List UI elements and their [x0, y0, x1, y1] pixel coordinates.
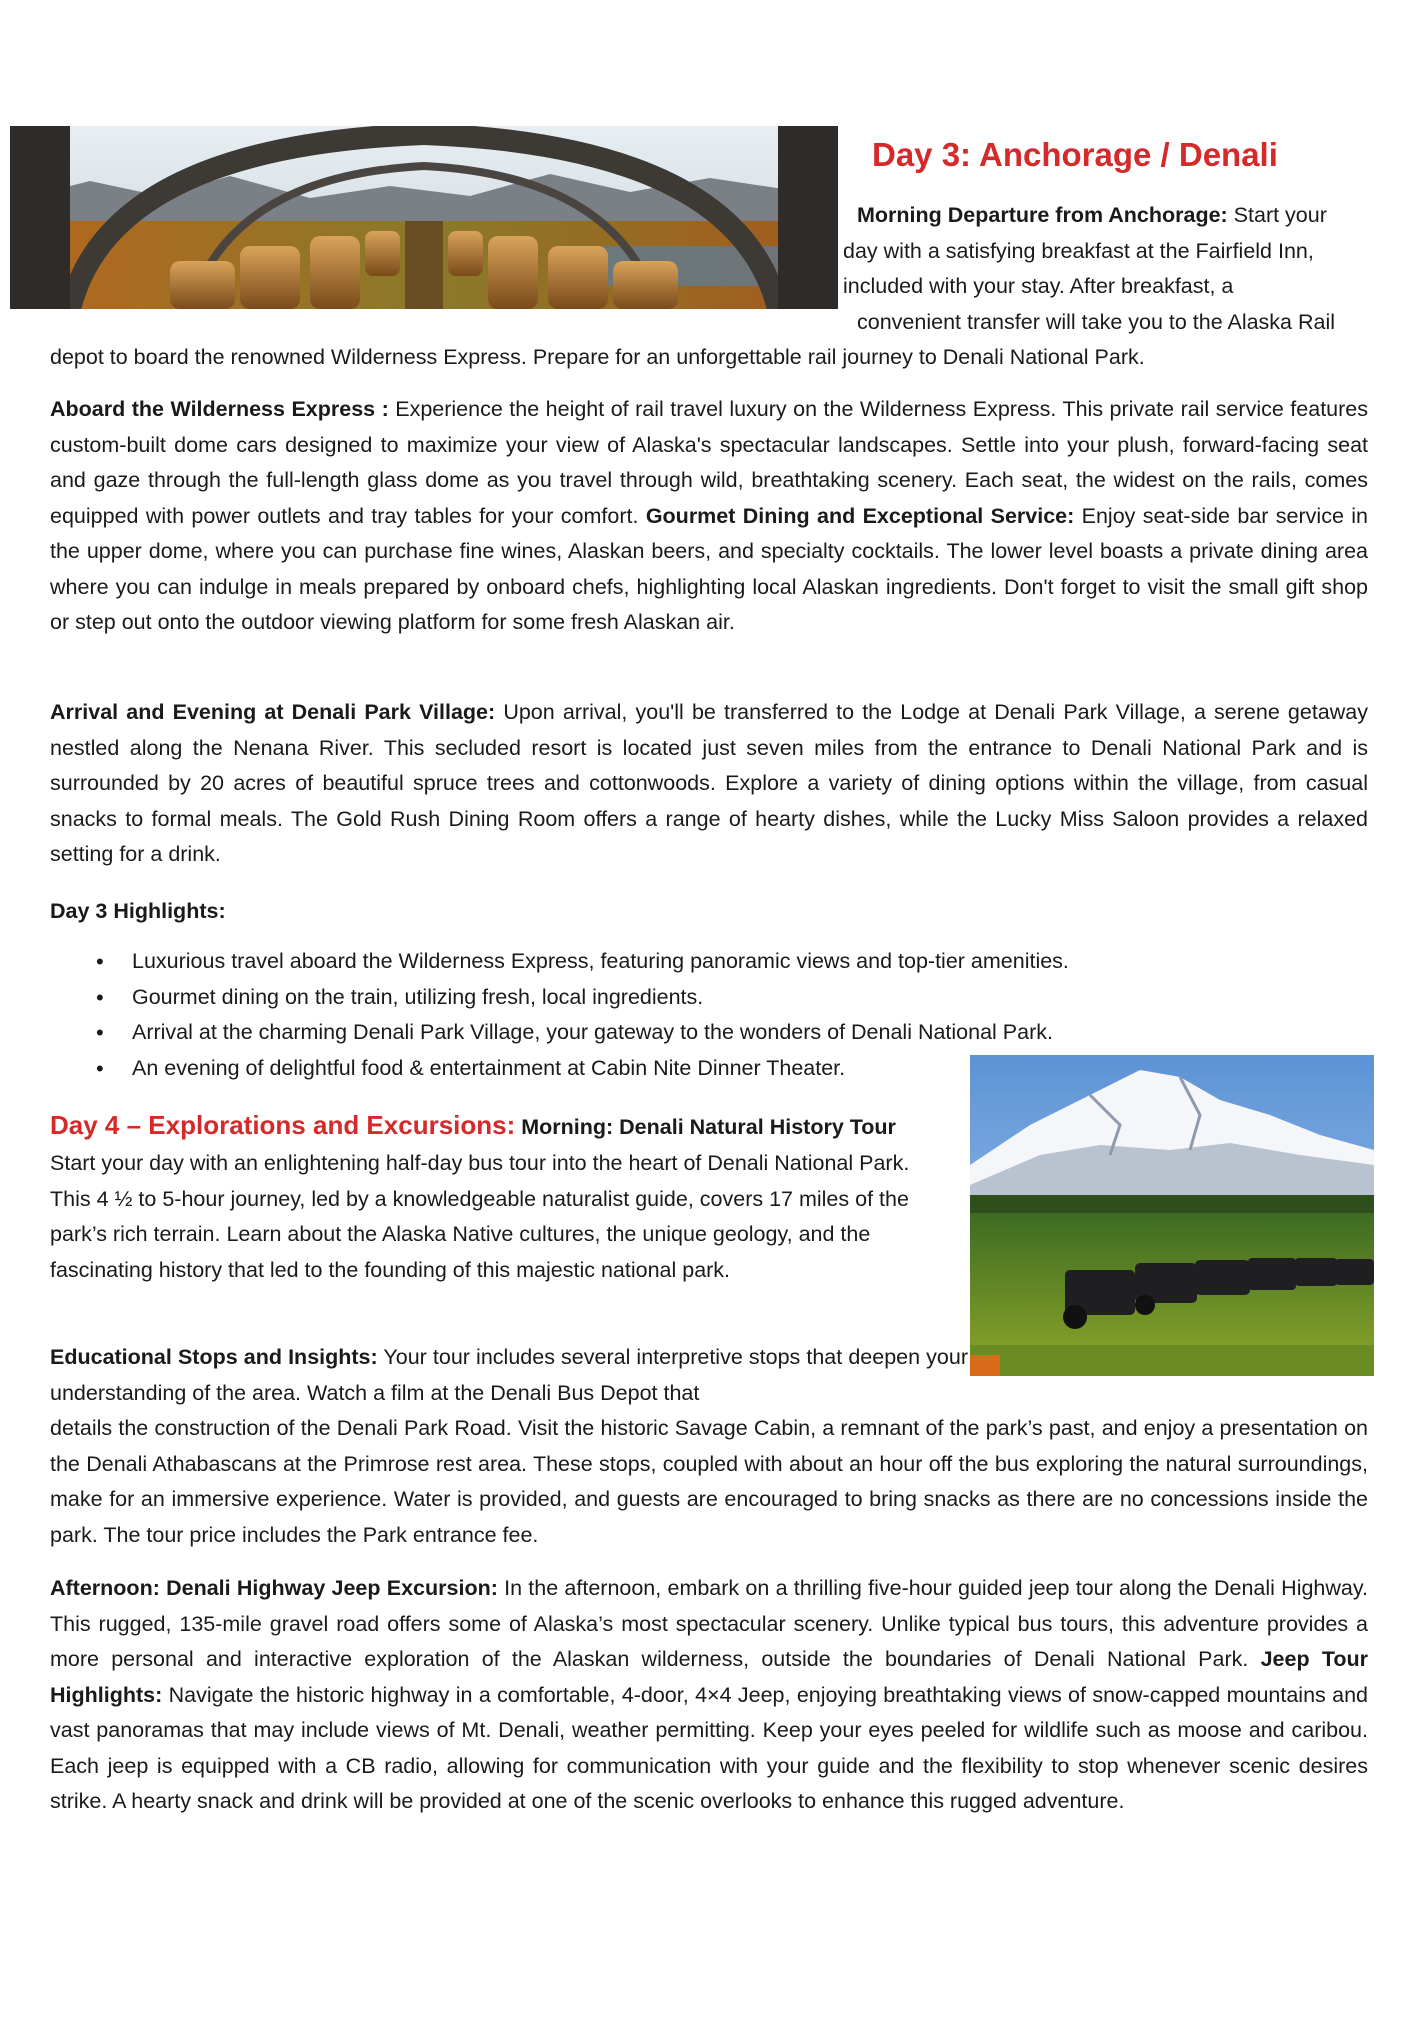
morning-text-line-3: included with your stay. After breakfast, a — [843, 274, 1234, 298]
day3-title: Day 3: Anchorage / Denali — [872, 136, 1278, 173]
morning-text-line-4: convenient transfer will take you to the Alaska Rail — [857, 309, 1336, 334]
day3-morning-intro — [843, 198, 1363, 340]
list-item: • An evening of delightful food & entertainment at Cabin Nite Dinner Theater. — [96, 1051, 1069, 1087]
denali-jeeps-photo — [970, 1055, 1374, 1376]
morning-label: Morning Departure from Anchorage: — [857, 203, 1228, 227]
edu-section — [50, 1340, 968, 1411]
train-dome-car-photo — [10, 126, 838, 309]
arrival-text: Upon arrival, you'll be transferred to the Lodge at Denali Park Village, a serene getaway nestled along the Nenana River. This secluded resort is located just seven miles from the entrance to Denali National Park and is surrounded by 20 acres of beautiful spruce trees and cottonwoods. Explore a variety of dining options within the village, from casual snacks to formal meals. The Gold Rush Dining Room offers a range of hearty dishes, while the Lucky Miss Saloon provides a relaxed setting for a drink. — [50, 700, 1368, 866]
morning-text-full: depot to board the renowned Wilderness Express. Prepare for an unforgettable rail journey to Denali National Park. — [50, 345, 1145, 369]
aboard-text: Experience the height of rail travel luxury on the Wilderness Express. This private rail service features custom-built dome cars designed to maximize your view of Alaska's spectacular landscapes. Settle into your plush, forward-facing seat and gaze through the full-length glass dome as you travel through wild, breathtaking scenery. Each seat, the widest on the rails, comes equipped with power outlets and tray tables for your comfort. — [50, 397, 1368, 528]
arrival-section — [50, 695, 1368, 873]
gourmet-label: Gourmet Dining and Exceptional Service: — [645, 503, 1075, 528]
day4-subtitle: Morning: Denali Natural History Tour — [515, 1115, 896, 1139]
day4-intro-text: Start your day with an enlightening half-day bus tour into the heart of Denali National Park. This 4 ½ to 5-hour journey, led by a knowledgeable naturalist guide, covers 17 miles of the park’s rich terrain. Learn about the Alaska Native cultures, the unique geology, and the fascinating history that led to the founding of this majestic national park. — [50, 1151, 910, 1282]
jeep-text: Navigate the historic highway in a comfortable, 4-door, 4×4 Jeep, enjoying breathtaking views of snow-capped mountains and vast panoramas that may include views of Mt. Denali, weather permitting. Keep your eyes peeled for wildlife such as moose and caribou. Each jeep is equipped with a CB radio, allowing for communication with your guide and the flexibility to stop whenever scenic desires strike. A hearty snack and drink will be provided at one of the scenic overlooks to enhance this rugged adventure. — [50, 1682, 1368, 1813]
list-item: • Arrival at the charming Denali Park Village, your gateway to the wonders of Denali National Park. — [96, 1015, 1069, 1051]
edu-label: Educational Stops and Insights: — [50, 1345, 378, 1369]
aboard-label: Aboard the Wilderness Express : — [50, 397, 389, 421]
jeep-label: Jeep Tour Highlights: — [50, 1647, 1368, 1707]
day3-highlights-list — [96, 944, 1069, 1086]
afternoon-text: In the afternoon, embark on a thrilling five-hour guided jeep tour along the Denali Highway. This rugged, 135-mile gravel road offers some of Alaska’s most spectacular scenery. Unlike typical bus tours, this adventure provides a more personal and interactive exploration of the Alaskan wilderness, outside the boundaries of Denali National Park. — [50, 1576, 1368, 1671]
morning-text-line-1: Start your — [1227, 203, 1327, 227]
day4-intro — [50, 1146, 940, 1288]
edu-text-narrow: Your tour includes several interpretive stops that deepen your understanding of the area. Watch a film at the Denali Bus Depot that — [50, 1345, 968, 1405]
list-item: • Luxurious travel aboard the Wilderness Express, featuring panoramic views and top-tier amenities. — [96, 944, 1069, 980]
day4-heading — [50, 1105, 950, 1150]
day4-title: Day 4 – Explorations and Excursions: — [50, 1110, 516, 1140]
edu-text-full: details the construction of the Denali Park Road. Visit the historic Savage Cabin, a remnant of the park’s past, and enjoy a presentation on the Denali Athabascans at the Primrose rest area. These stops, coupled with about an hour off the bus exploring the natural surroundings, make for an immersive experience. Water is provided, and guests are encouraged to bring snacks as there are no concessions inside the park. The tour price includes the Park entrance fee. — [50, 1416, 1368, 1547]
list-item: • Gourmet dining on the train, utilizing fresh, local ingredients. — [96, 980, 1069, 1016]
morning-text-line-2: day with a satisfying breakfast at the Fairfield Inn, — [843, 238, 1314, 263]
gourmet-text: Enjoy seat-side bar service in the upper dome, where you can purchase fine wines, Alaskan beers, and specialty cocktails. The lower level boasts a private dining area where you can indulge in meals prepared by onboard chefs, highlighting local Alaskan ingredients. Don't forget to visit the small gift shop or step out onto the outdoor viewing platform for some fresh Alaskan air. — [50, 503, 1368, 634]
arrival-label: Arrival and Evening at Denali Park Village: — [50, 700, 496, 724]
aboard-section — [50, 392, 1368, 641]
afternoon-label: Afternoon: Denali Highway Jeep Excursion: — [50, 1576, 498, 1600]
day3-morning-intro-continued — [50, 340, 1368, 376]
afternoon-section — [50, 1571, 1368, 1820]
day3-highlights-title: Day 3 Highlights: — [50, 899, 226, 923]
edu-section-continued — [50, 1411, 1368, 1553]
